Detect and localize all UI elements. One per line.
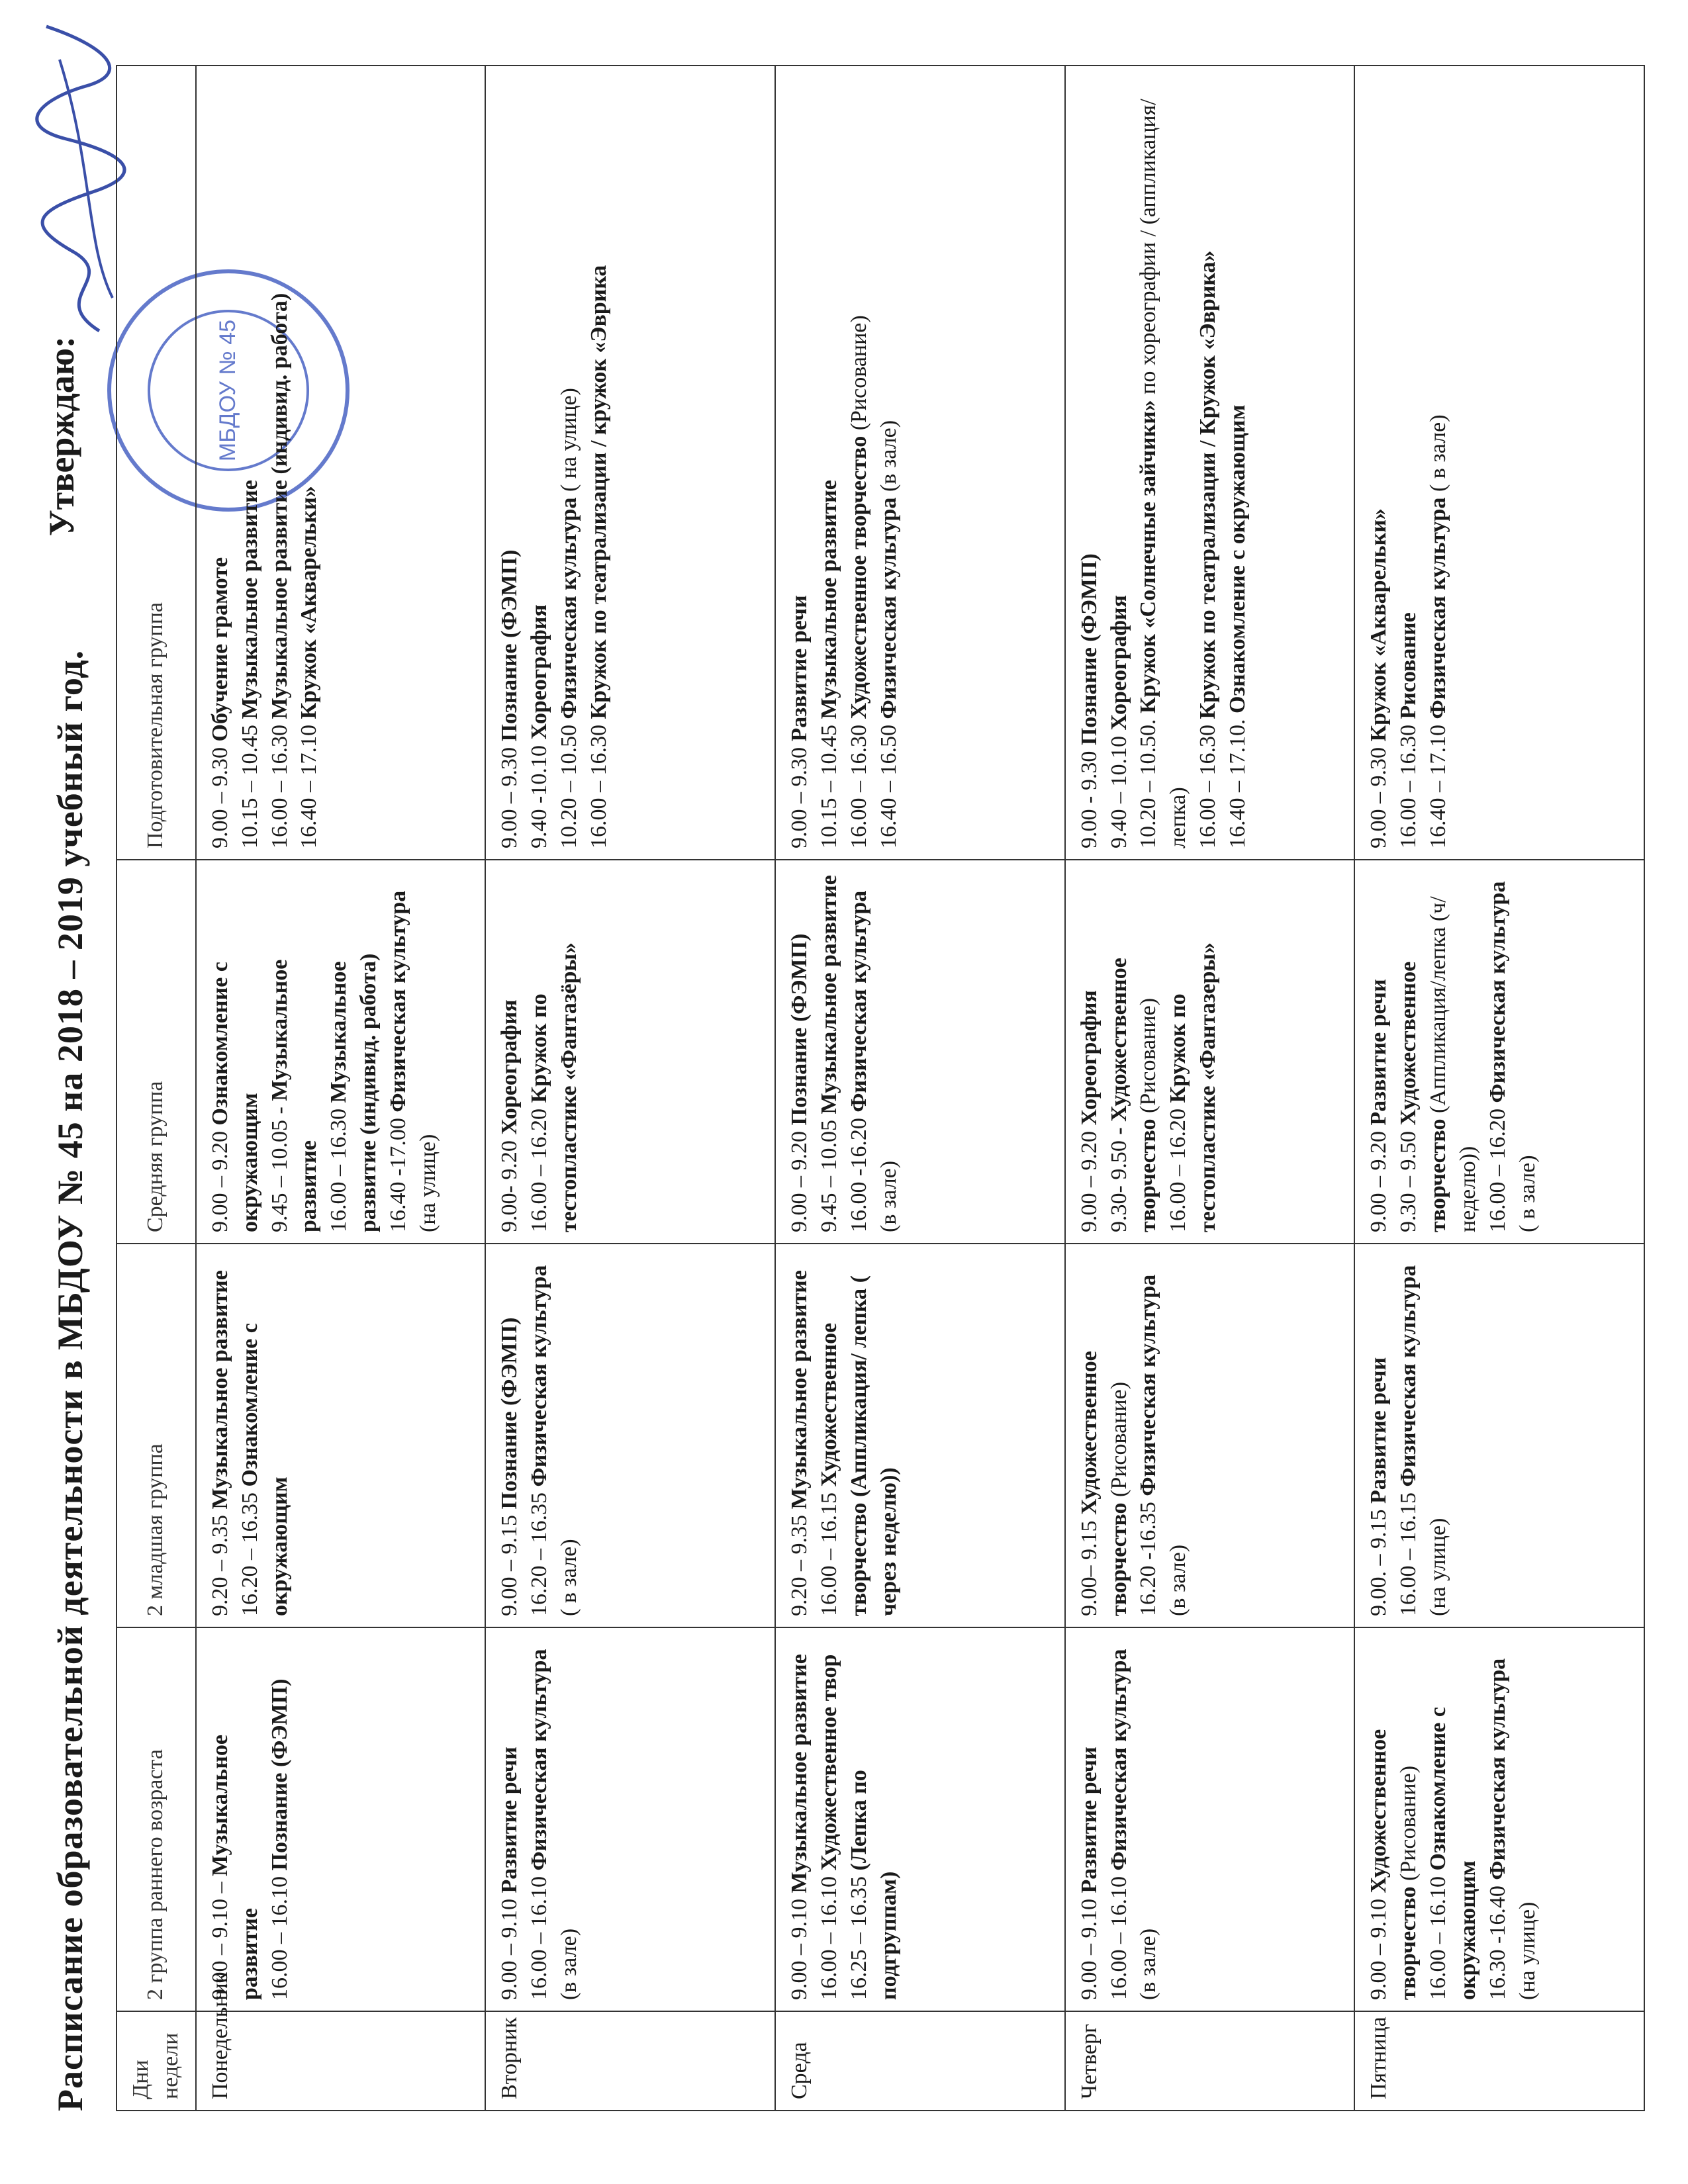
activity-time: 9.20 – 9.35 [207, 1515, 232, 1616]
document-header [26, 60, 106, 2124]
schedule-cell [775, 860, 1065, 1244]
activity-entry [1364, 1255, 1394, 1616]
day-cell: Понедельник [196, 2011, 486, 2111]
activity-subject: Кружок по тестопластике «Фантазеры» [1166, 942, 1221, 1232]
schedule-cell [196, 1244, 486, 1627]
activity-note: по хореографии / (аппликация/ лепка) [1136, 99, 1191, 848]
activity-time: 9.00 – 9.20 [1076, 1131, 1102, 1232]
activity-note: ( на улице) [557, 388, 582, 492]
schedule-cell [1065, 66, 1355, 860]
activity-subject: Физическая культура [1485, 881, 1510, 1103]
activity-time: 16.00 – 16.30 [326, 1109, 352, 1232]
activity-subject: Художественное творчество [846, 435, 871, 719]
activity-subject: Музыкальное развитие [267, 959, 322, 1232]
activity-time: 9.45 – 10.05 [816, 1120, 841, 1232]
activity-time: 9.20 – 9.35 [787, 1515, 812, 1616]
activity-subject: Физическая культура [557, 497, 582, 719]
activity-entry [495, 1255, 525, 1616]
activity-entry [206, 77, 236, 848]
activity-time: 16.20 -16.35 [1136, 1502, 1161, 1616]
activity-entry [1483, 1639, 1543, 2000]
activity-time: 16.00 – 16.30 [846, 725, 871, 848]
activity-time: 9.00 - 9.30 [1076, 751, 1102, 848]
activity-time: 16.00 – 16.20 [1166, 1109, 1191, 1232]
column-header: 2 младшая группа [117, 1244, 196, 1627]
activity-entry [384, 871, 444, 1232]
schedule-cell [485, 66, 775, 860]
activity-time: 16.00 -16.20 [846, 1118, 871, 1232]
activity-note: (Рисование) [1396, 1765, 1421, 1881]
activity-entry [1483, 871, 1543, 1232]
activity-entry [1075, 77, 1105, 848]
activity-subject: Развитие речи [1366, 1357, 1391, 1504]
activity-entry [1223, 77, 1253, 848]
activity-subject: Хореография [497, 999, 522, 1135]
activity-subject: Кружок «Акварельки» [1366, 508, 1391, 742]
document-title: Расписание образовательной деятельности в МБДОУ № 45 на 2018 – 2019 учебный год. [50, 649, 90, 2111]
activity-subject: Познание (ФЭМП) [497, 549, 522, 742]
activity-time: 9.00. – 9.15 [1366, 1509, 1391, 1616]
activity-subject: Художественное твор [816, 1654, 841, 1871]
activity-time: 9.00 – 9.15 [497, 1515, 522, 1616]
activity-entry [1134, 1255, 1194, 1616]
column-header: Подготовительная группа [117, 66, 196, 860]
activity-entry [525, 1255, 585, 1616]
table-row [485, 66, 775, 2111]
activity-subject: Познание (ФЭМП) [267, 1678, 292, 1871]
activity-time: 16.00 – 16.30 [1396, 725, 1421, 848]
schedule-cell [1065, 1244, 1355, 1627]
schedule-cell [196, 66, 486, 860]
activity-entry [495, 77, 525, 848]
activity-entry [1364, 871, 1394, 1232]
activity-subject: Музыкальное развитие [787, 1654, 812, 1893]
activity-note: (в зале) [557, 1928, 582, 2000]
schedule-cell [775, 1244, 1065, 1627]
day-cell: Четверг [1065, 2011, 1355, 2111]
schedule-cell [485, 1627, 775, 2011]
activity-subject: Физическая культура [846, 890, 871, 1113]
activity-entry [1394, 77, 1424, 848]
activity-subject: Музыкальное развитие (индивид. работа) [267, 293, 292, 719]
activity-time: 9.00 – 9.30 [207, 747, 232, 848]
activity-time: 16.20 – 16.35 [527, 1492, 552, 1616]
activity-time: 16.40 – 17.10 [1426, 725, 1451, 848]
activity-entry [785, 871, 815, 1232]
activity-time: 16.00 – 16.10 [1426, 1876, 1451, 2000]
activity-subject: Кружок «Акварельки» [297, 486, 322, 719]
schedule-cell [1354, 860, 1644, 1244]
activity-time: 10.20 – 10.50. [1136, 719, 1161, 848]
activity-subject: Музыкальное развитие [816, 480, 841, 719]
activity-entry [785, 77, 815, 848]
activity-entry [265, 1639, 295, 2000]
activity-entry [525, 1639, 585, 2000]
activity-time: 16.00 – 16.30 [586, 725, 612, 848]
activity-subject: - Художественное творчество [1106, 958, 1161, 1232]
schedule-cell [1354, 1244, 1644, 1627]
activity-time: 9.00 – 9.10 [1076, 1899, 1102, 2000]
activity-subject: Ознакомление с окружающим [1426, 1707, 1480, 2000]
activity-subject: Познание (ФЭМП) [497, 1317, 522, 1510]
activity-subject: Музыкальное развитие [237, 480, 262, 719]
stamp-text: МБДОУ № 45 [215, 319, 240, 462]
activity-time: 16.40 – 16.50 [876, 725, 901, 848]
activity-time: 9.00- 9.20 [497, 1140, 522, 1232]
column-header: 2 группа раннего возраста [117, 1627, 196, 2011]
activity-entry [815, 1639, 845, 2000]
activity-entry [845, 1639, 904, 2000]
activity-note: (в зале) [876, 1160, 901, 1232]
activity-entry [845, 77, 874, 848]
schedule-header [117, 66, 196, 2111]
activity-note: (Рисование) [846, 315, 871, 431]
activity-time: 10.15 – 10.45 [237, 725, 262, 848]
activity-subject: Физическая культура [1396, 1265, 1421, 1487]
day-cell: Пятница [1354, 2011, 1644, 2111]
activity-note: (на улице) [1426, 1518, 1451, 1616]
schedule-cell [1354, 1627, 1644, 2011]
activity-entry [1424, 77, 1454, 848]
activity-subject: Развитие речи [1076, 1747, 1102, 1893]
activity-entry [1364, 1639, 1424, 2000]
activity-time: 9.00 – 9.30 [1366, 747, 1391, 848]
activity-time: 16.00 – 16.15 [1396, 1492, 1421, 1616]
activity-subject: Кружок по театрализации / Кружок «Эврика» [1196, 250, 1221, 719]
activity-entry [265, 871, 325, 1232]
activity-entry [1075, 1255, 1135, 1616]
activity-subject: Рисование [1396, 612, 1421, 719]
activity-entry [815, 1255, 904, 1616]
activity-entry [1105, 871, 1164, 1232]
activity-entry [1105, 77, 1135, 848]
activity-subject: Развитие речи [787, 595, 812, 742]
schedule-cell [485, 1244, 775, 1627]
activity-subject: Музыкальное развитие (индивид. работа) [326, 953, 381, 1232]
activity-subject: Художественное творчество [1396, 961, 1451, 1232]
activity-subject: Кружок по тестопластике «Фантазёры» [527, 942, 582, 1232]
activity-entry [815, 871, 845, 1232]
activity-entry [785, 1255, 815, 1616]
activity-time: 16.00 – 16.10 [816, 1876, 841, 2000]
activity-time: 9.00 – 9.10 [787, 1899, 812, 2000]
activity-time: 16.00 – 16.10 [1106, 1876, 1131, 2000]
schedule-table [116, 65, 1645, 2111]
activity-entry [1164, 871, 1223, 1232]
activity-time: 9.30- 9.50 [1106, 1140, 1131, 1232]
activity-subject: Хореография [1076, 990, 1102, 1126]
activity-subject: Хореография [1106, 595, 1131, 731]
activity-subject: Кружок по театрализации / кружок «Эврика [586, 265, 612, 719]
activity-note: ( в зале) [1515, 1155, 1540, 1232]
activity-time: 16.00 – 16.10 [267, 1876, 292, 2000]
activity-entry [555, 77, 585, 848]
activity-entry [1075, 871, 1105, 1232]
activity-entry [1394, 1255, 1454, 1616]
activity-entry [324, 871, 384, 1232]
activity-note: (в зале) [1136, 1928, 1161, 2000]
activity-time: 9.00 – 9.20 [787, 1131, 812, 1232]
activity-subject: Развитие речи [1366, 979, 1391, 1126]
activity-subject: Ознакомление с окружающим [1225, 404, 1250, 713]
activity-time: 16.40 -17.00 [386, 1118, 410, 1232]
activity-time: 16.25 – 16.35 [846, 1876, 871, 2000]
table-row [1065, 66, 1355, 2111]
activity-note: (Аппликация/лепка (ч/неделю)) [1426, 896, 1480, 1232]
activity-subject: Физическая культура [1426, 497, 1451, 719]
activity-subject: Физическая культура [386, 890, 410, 1113]
activity-subject: Физическая культура [1136, 1274, 1161, 1496]
activity-entry [525, 871, 585, 1232]
schedule-cell [485, 860, 775, 1244]
activity-time: 9.00 – 9.30 [787, 747, 812, 848]
activity-note: (Рисование) [1136, 997, 1161, 1113]
activity-time: 9.00 – 9.10 – [207, 1882, 232, 2000]
activity-entry [585, 77, 614, 848]
activity-entry [815, 77, 845, 848]
activity-subject: Развитие речи [497, 1747, 522, 1893]
activity-subject: Художественное творчество (Аппликация/ лепка ( через неделю)) [816, 1275, 901, 1616]
schedule-cell [775, 1627, 1065, 2011]
activity-note: (на улице) [415, 1134, 440, 1232]
activity-subject: Обучение грамоте [207, 557, 232, 742]
activity-time: 16.00 – 16.20 [527, 1109, 552, 1232]
activity-time: 16.00 – 16.20 [1485, 1109, 1510, 1232]
activity-subject: Ознакомление с окружающим [237, 1323, 292, 1616]
activity-entry [495, 1639, 525, 2000]
activity-subject: Музыкальное развитие [816, 875, 841, 1115]
activity-time: 16.00 – 16.30 [267, 725, 292, 848]
activity-entry [525, 77, 555, 848]
activity-time: 9.00– 9.15 [1076, 1520, 1102, 1616]
activity-time: 16.00 – 16.30 [1196, 725, 1221, 848]
activity-subject: Хореография [527, 604, 552, 740]
activity-subject: Кружок «Солнечные зайчики» [1136, 400, 1161, 713]
schedule-cell [196, 1627, 486, 2011]
activity-entry [206, 871, 265, 1232]
activity-subject: Музыкальное развитие [207, 1735, 262, 2000]
activity-subject: Музыкальное развитие [787, 1270, 812, 1510]
activity-note: (в зале) [876, 420, 901, 492]
activity-subject: Ознакомление с окружающим [207, 962, 262, 1232]
activity-time: 10.20 – 10.50 [557, 725, 582, 848]
activity-subject: Физическая культура [527, 1265, 552, 1487]
activity-subject: Художественное творчество [1076, 1351, 1131, 1616]
activity-time: 16.00 – 16.10 [527, 1876, 552, 2000]
approval-label: Утверждаю: [42, 336, 81, 536]
activity-entry [1105, 1639, 1164, 2000]
activity-time: 9.00 – 9.30 [497, 747, 522, 848]
activity-entry [874, 77, 904, 848]
activity-entry [206, 1639, 265, 2000]
table-row [775, 66, 1065, 2111]
activity-time: 16.30 -16.40 [1485, 1886, 1510, 2000]
schedule-cell [196, 860, 486, 1244]
activity-time: 9.00 – 9.10 [1366, 1899, 1391, 2000]
schedule-cell [1065, 860, 1355, 1244]
activity-entry [236, 1255, 295, 1616]
activity-entry [495, 871, 525, 1232]
table-row [1354, 66, 1644, 2111]
activity-entry [295, 77, 324, 848]
activity-time: 9.40 -10.10 [527, 745, 552, 848]
column-header: Средняя группа [117, 860, 196, 1244]
activity-entry [1075, 1639, 1105, 2000]
schedule-cell [775, 66, 1065, 860]
activity-time: 9.00 – 9.20 [207, 1131, 232, 1232]
column-header: Дни недели [117, 2011, 196, 2111]
schedule-cell [1065, 1627, 1355, 2011]
activity-note: (в зале) [1166, 1544, 1191, 1616]
activity-time: 16.40 – 17.10 [297, 725, 322, 848]
activity-note: ( в зале) [557, 1539, 582, 1616]
activity-time: 9.00 – 9.10 [497, 1899, 522, 2000]
activity-subject: Музыкальное развитие [207, 1270, 232, 1510]
activity-time: 9.30 – 9.50 [1396, 1131, 1421, 1232]
schedule-cell [1354, 66, 1644, 860]
schedule-body [196, 66, 1644, 2111]
day-cell: Вторник [485, 2011, 775, 2111]
activity-entry [1194, 77, 1223, 848]
activity-entry [845, 871, 904, 1232]
activity-time: 9.45 – 10.05 - [267, 1107, 292, 1232]
activity-subject: Физическая культура [876, 497, 901, 719]
activity-time: 16.20 – 16.35 [237, 1492, 262, 1616]
activity-subject: Физическая культура [527, 1649, 552, 1871]
activity-entry [206, 1255, 236, 1616]
activity-entry [1134, 77, 1194, 848]
table-row [196, 66, 486, 2111]
activity-entry [265, 77, 295, 848]
activity-entry [1424, 1639, 1483, 2000]
activity-subject: Познание (ФЭМП) [1076, 553, 1102, 746]
activity-entry [785, 1639, 815, 2000]
activity-subject: (Лепка по подгруппам) [846, 1770, 901, 2000]
day-cell: Среда [775, 2011, 1065, 2111]
activity-time: 16.00 – 16.15 [816, 1492, 841, 1616]
activity-note: ( в зале) [1426, 414, 1451, 492]
activity-subject: Физическая культура [1106, 1649, 1131, 1871]
activity-time: 9.00 – 9.20 [1366, 1131, 1391, 1232]
activity-subject: Физическая культура [1485, 1658, 1510, 1880]
activity-note: (на улице) [1515, 1901, 1540, 2000]
activity-subject: Познание (ФЭМП) [787, 933, 812, 1126]
activity-entry [1364, 77, 1394, 848]
activity-time: 16.40 – 17.10. [1225, 719, 1250, 848]
activity-time: 10.15 – 10.45 [816, 725, 841, 848]
activity-time: 9.40 – 10.10 [1106, 736, 1131, 848]
activity-entry [1394, 871, 1483, 1232]
activity-note: (Рисование) [1106, 1381, 1131, 1497]
activity-subject: Художественное творчество [1366, 1729, 1421, 2000]
activity-entry [236, 77, 265, 848]
